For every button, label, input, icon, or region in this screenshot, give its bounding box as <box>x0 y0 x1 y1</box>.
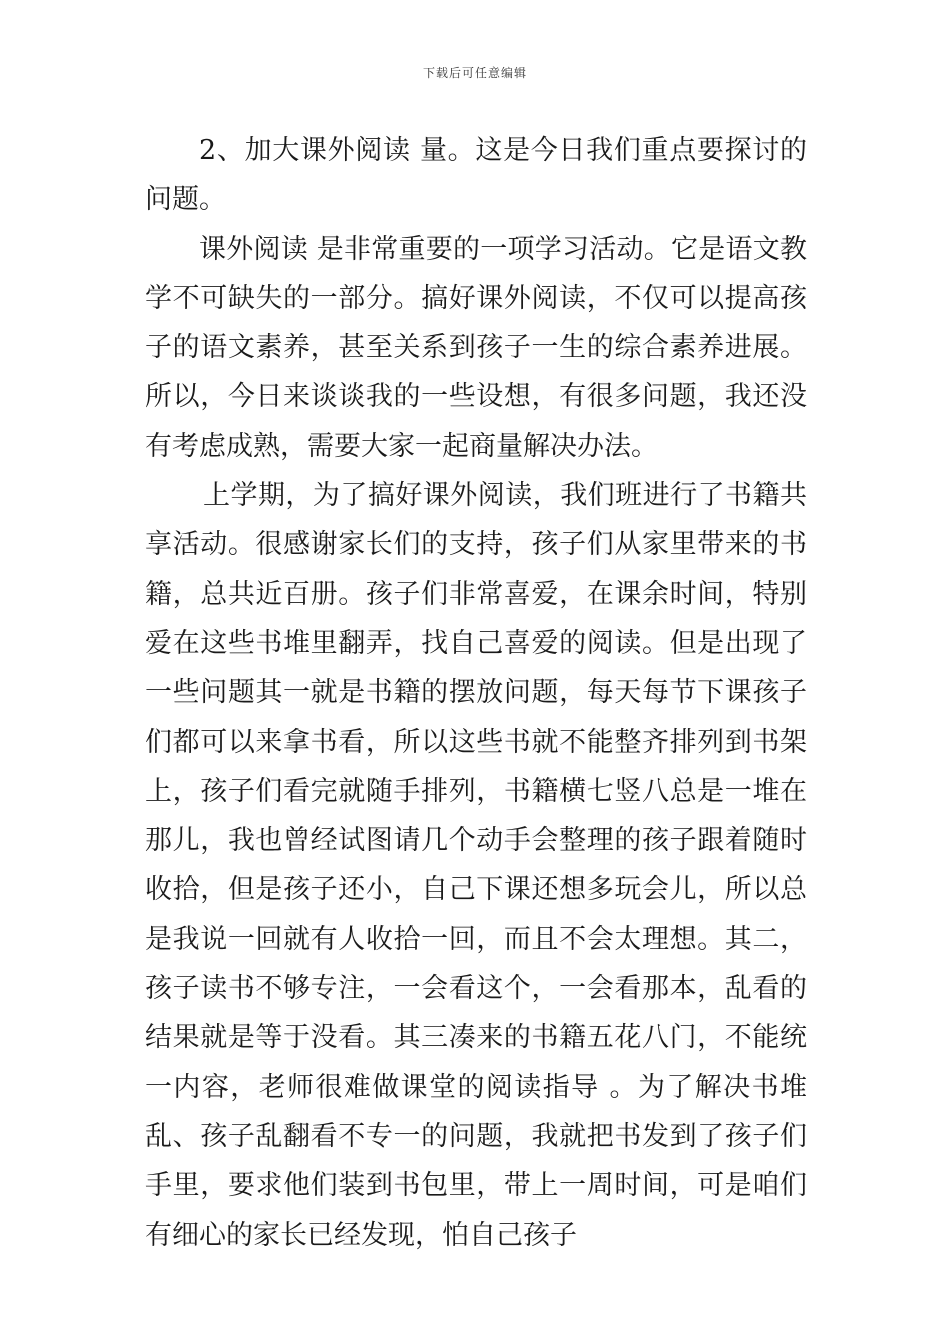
paragraph-3: 上学期，为了搞好课外阅读，我们班进行了书籍共享活动。很感谢家长们的支持，孩子们从家里带来的书籍，总共近百册。孩子们非常喜爱，在课余时间，特别爱在这些书堆里翻弄，找自己喜爱的阅读。但是出现了一些问题其一就是书籍的摆放问题，每天每节下课孩子们都可以来拿书看，所以这些书就不能整齐排列到书架上，孩子们看完就随手排列，书籍横七竖八总是一堆在那儿，我也曾经试图请几个动手会整理的孩子跟着随时收拾，但是孩子还小，自己下课还想多玩会儿，所以总是我说一回就有人收拾一回，而且不会太理想。其二，孩子读书不够专注，一会看这个，一会看那本，乱看的结果就是等于没看。其三凑来的书籍五花八门，不能统一内容，老师很难做课堂的阅读指导 。为了解决书堆乱、孩子乱翻看不专一的问题，我就把书发到了孩子们手里，要求他们装到书包里，带上一周时间，可是咱们有细心的家长已经发现，怕自己孩子 <box>145 480 807 1251</box>
paragraph-1: 2、加大课外阅读 量。这是今日我们重点要探讨的问题。 <box>145 135 807 216</box>
document-body <box>145 126 807 1260</box>
header-note: 下载后可任意编辑 <box>422 66 527 80</box>
paragraph-2: 课外阅读 是非常重要的一项学习活动。它是语文教学不可缺失的一部分。搞好课外阅读，不仅可以提高孩子的语文素养，甚至关系到孩子一生的综合素养进展。所以，今日来谈谈我的一些设想，有很多问题，我还没有考虑成熟，需要大家一起商量解决办法。 <box>145 233 807 462</box>
